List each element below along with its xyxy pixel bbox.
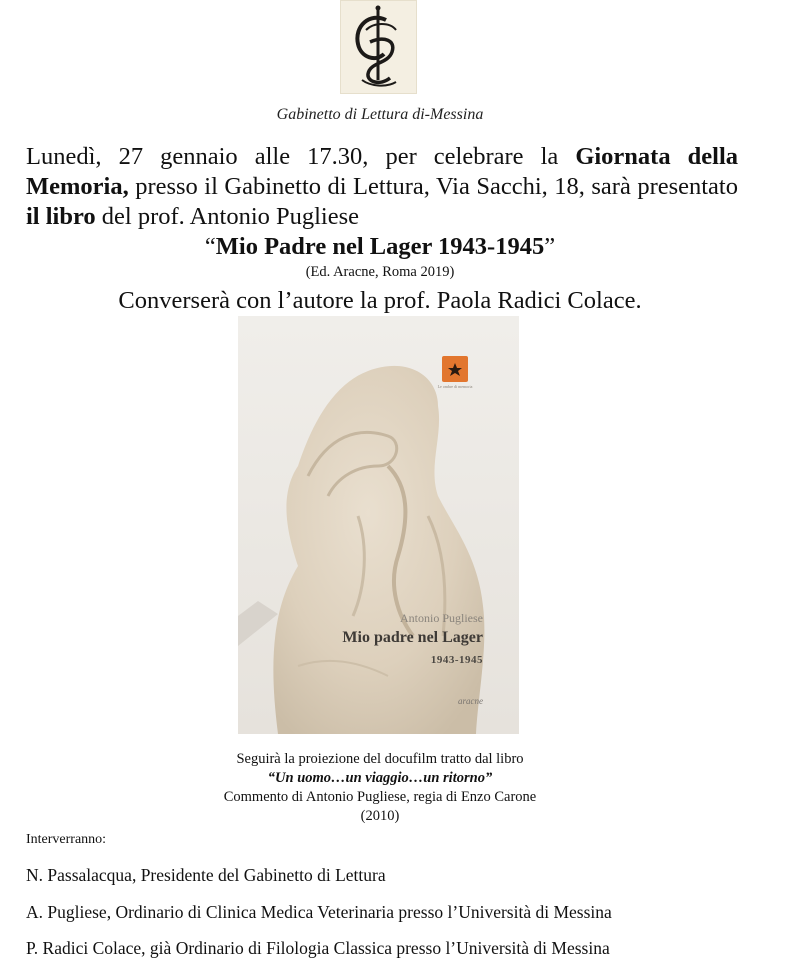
announcement-text-1: Lunedì, 27 gennaio alle 17.30, per celebrare la (26, 143, 576, 170)
cover-author: Antonio Pugliese (400, 611, 483, 625)
book-edition: (Ed. Aracne, Roma 2019) (305, 264, 455, 280)
cover-publisher: aracne (458, 696, 483, 706)
gabinetto-logo (340, 0, 417, 94)
announcement-text-3: del prof. Antonio Pugliese (95, 203, 360, 230)
book-emphasis: il libro (26, 203, 96, 230)
monogram-icon (340, 0, 417, 94)
speaker-item: A. Pugliese, Ordinario di Clinica Medica Veterinaria presso l’Università di Messina (26, 902, 612, 922)
speaker-item: N. Passalacqua, Presidente del Gabinetto di Lettura (26, 865, 386, 885)
screening-intro: Seguirà la proiezione del docufilm tratto dal libro (236, 751, 524, 767)
statue-illustration (238, 316, 519, 734)
quote-close: ” (544, 233, 556, 260)
publisher-badge-icon (442, 356, 468, 382)
film-credits: Commento di Antonio Pugliese, regia di Enzo Carone (223, 789, 537, 805)
cover-years: 1943-1945 (430, 654, 483, 666)
book-title-line (0, 232, 760, 262)
speakers-label: Interverranno: (26, 832, 107, 847)
quote-open: “ (204, 233, 216, 260)
book-cover-image (238, 316, 519, 734)
conversation-line: Converserà con l’autore la prof. Paola Radici Colace. (118, 287, 642, 314)
cover-series: Le ombre di memoria (437, 384, 473, 389)
film-year: (2010) (360, 808, 400, 824)
film-title: “Un uomo…un viaggio…un ritorno” (267, 770, 493, 786)
event-name: Giornata della Memoria, (26, 143, 738, 200)
cover-title: Mio padre nel Lager (342, 629, 483, 646)
announcement-text-2: presso il Gabinetto di Lettura, Via Sacchi, 18, sarà presentato (128, 173, 738, 200)
announcement-paragraph (26, 142, 738, 232)
speaker-item: P. Radici Colace, già Ordinario di Filologia Classica presso l’Università di Messina (26, 938, 610, 958)
book-title: Mio Padre nel Lager 1943-1945 (215, 233, 545, 260)
organization-name: Gabinetto di Lettura di-Messina (276, 106, 484, 123)
